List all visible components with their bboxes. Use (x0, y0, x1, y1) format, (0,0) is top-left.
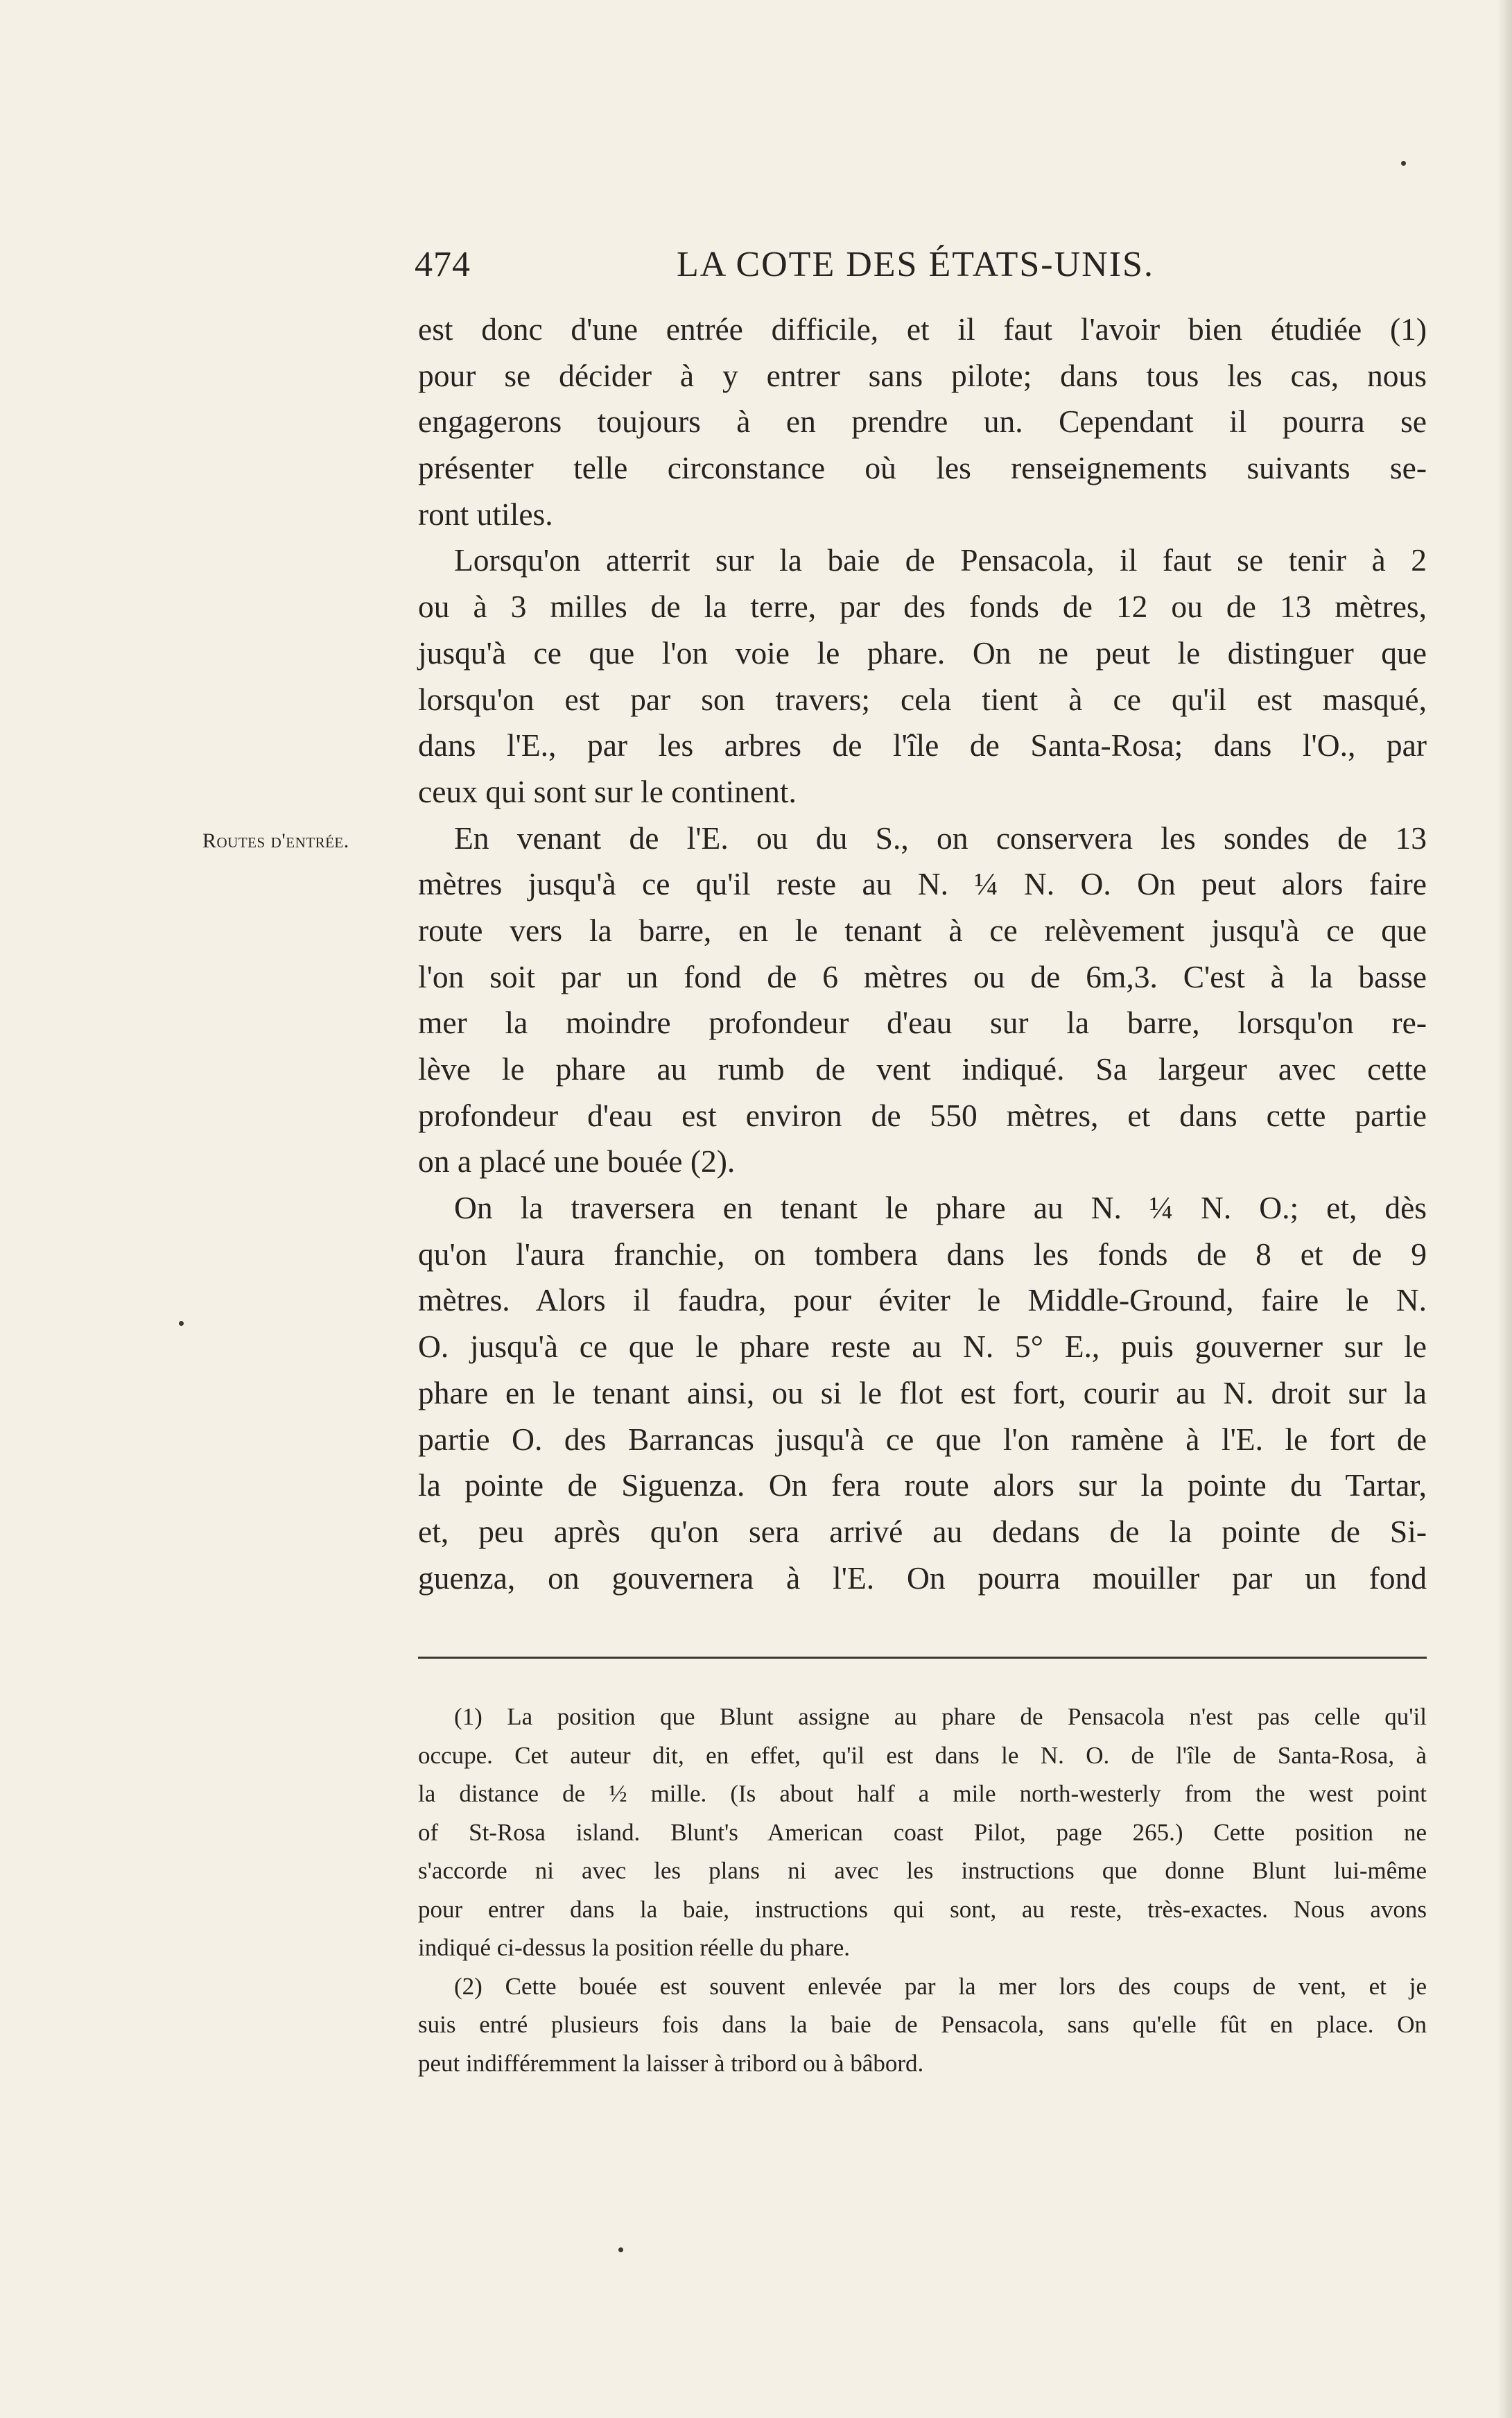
body-line: ront utiles. (418, 496, 553, 532)
body-text (418, 306, 1427, 1601)
body-line: la pointe de Siguenza. On fera route alors sur la pointe du Tartar, (418, 1467, 1427, 1503)
footnote-line: s'accorde ni avec les plans ni avec les instructions que donne Blunt lui-même (418, 1857, 1427, 1884)
body-line: mer la moindre profondeur d'eau sur la barre, lorsqu'on re- (418, 1005, 1427, 1041)
body-line: En venant de l'E. ou du S., on conservera les sondes de 13 (454, 820, 1427, 856)
footnote-rule (418, 1657, 1427, 1659)
speck-mark (179, 1321, 184, 1326)
body-line: engagerons toujours à en prendre un. Cependant il pourra se (418, 404, 1427, 440)
body-line: mètres. Alors il faudra, pour éviter le Middle-Ground, faire le N. (418, 1282, 1427, 1318)
body-line: mètres jusqu'à ce qu'il reste au N. ¼ N. O. On peut alors faire (418, 866, 1427, 902)
page-number: 474 (415, 245, 471, 284)
footnote-line: pour entrer dans la baie, instructions qui sont, au reste, très-exactes. Nous avons (418, 1895, 1427, 1923)
footnote-line: suis entré plusieurs fois dans la baie de Pensacola, sans qu'elle fût en place. On (418, 2011, 1427, 2038)
body-line: est donc d'une entrée difficile, et il faut l'avoir bien étudiée (1) (418, 311, 1427, 347)
body-line: guenza, on gouvernera à l'E. On pourra mouiller par un fond (418, 1560, 1427, 1596)
body-line: route vers la barre, en le tenant à ce relèvement jusqu'à ce que (418, 912, 1427, 948)
body-line: et, peu après qu'on sera arrivé au dedans de la pointe de Si- (418, 1513, 1427, 1549)
body-line: l'on soit par un fond de 6 mètres ou de 6m,3. C'est à la basse (418, 958, 1427, 994)
body-line: lorsqu'on est par son travers; cela tient à ce qu'il est masqué, (418, 681, 1427, 717)
footnote-line: la distance de ½ mille. (Is about half a mile north-westerly from the west point (418, 1780, 1427, 1807)
running-title: LA COTE DES ÉTATS-UNIS. (677, 245, 1154, 284)
page-edge-shadow (1497, 0, 1512, 2418)
body-line: jusqu'à ce que l'on voie le phare. On ne peut le distinguer que (418, 634, 1427, 671)
body-line: partie O. des Barrancas jusqu'à ce que l'on ramène à l'E. le fort de (418, 1421, 1427, 1457)
body-line: présenter telle circonstance où les renseignements suivants se- (418, 450, 1427, 486)
body-line: qu'on l'aura franchie, on tombera dans les fonds de 8 et de 9 (418, 1236, 1427, 1272)
body-line: O. jusqu'à ce que le phare reste au N. 5° E., puis gouverner sur le (418, 1329, 1427, 1365)
body-line: On la traversera en tenant le phare au N. ¼ N. O.; et, dès (454, 1190, 1427, 1226)
speck-mark (618, 2247, 623, 2252)
body-line: on a placé une bouée (2). (418, 1143, 736, 1180)
footnotes (418, 1698, 1427, 2082)
body-line: lève le phare au rumb de vent indiqué. Sa largeur avec cette (418, 1051, 1427, 1087)
body-line: profondeur d'eau est environ de 550 mètres, et dans cette partie (418, 1097, 1427, 1133)
body-line: phare en le tenant ainsi, ou si le flot est fort, courir au N. droit sur la (418, 1374, 1427, 1410)
footnote-line: peut indifféremment la laisser à tribord ou à bâbord. (418, 2049, 924, 2077)
footnote-line: indiqué ci-dessus la position réelle du phare. (418, 1934, 851, 1961)
footnote-line: (1) La position que Blunt assigne au phare de Pensacola n'est pas celle qu'il (454, 1703, 1427, 1730)
body-line: pour se décider à y entrer sans pilote; dans tous les cas, nous (418, 357, 1427, 393)
body-line: ou à 3 milles de la terre, par des fonds de 12 ou de 13 mètres, (418, 589, 1427, 625)
margin-note: Routes d'entrée. (202, 829, 349, 852)
page-header (415, 244, 1428, 293)
footnote-line: of St-Rosa island. Blunt's American coast Pilot, page 265.) Cette position ne (418, 1818, 1427, 1846)
body-line: Lorsqu'on atterrit sur la baie de Pensacola, il faut se tenir à 2 (454, 542, 1427, 578)
footnote-line: (2) Cette bouée est souvent enlevée par la mer lors des coups de vent, et je (454, 1972, 1427, 2000)
speck-mark (1401, 161, 1406, 166)
body-line: ceux qui sont sur le continent. (418, 773, 797, 809)
footnote-line: occupe. Cet auteur dit, en effet, qu'il est dans le N. O. de l'île de Santa-Rosa, à (418, 1741, 1427, 1769)
body-line: dans l'E., par les arbres de l'île de Santa-Rosa; dans l'O., par (418, 727, 1427, 763)
